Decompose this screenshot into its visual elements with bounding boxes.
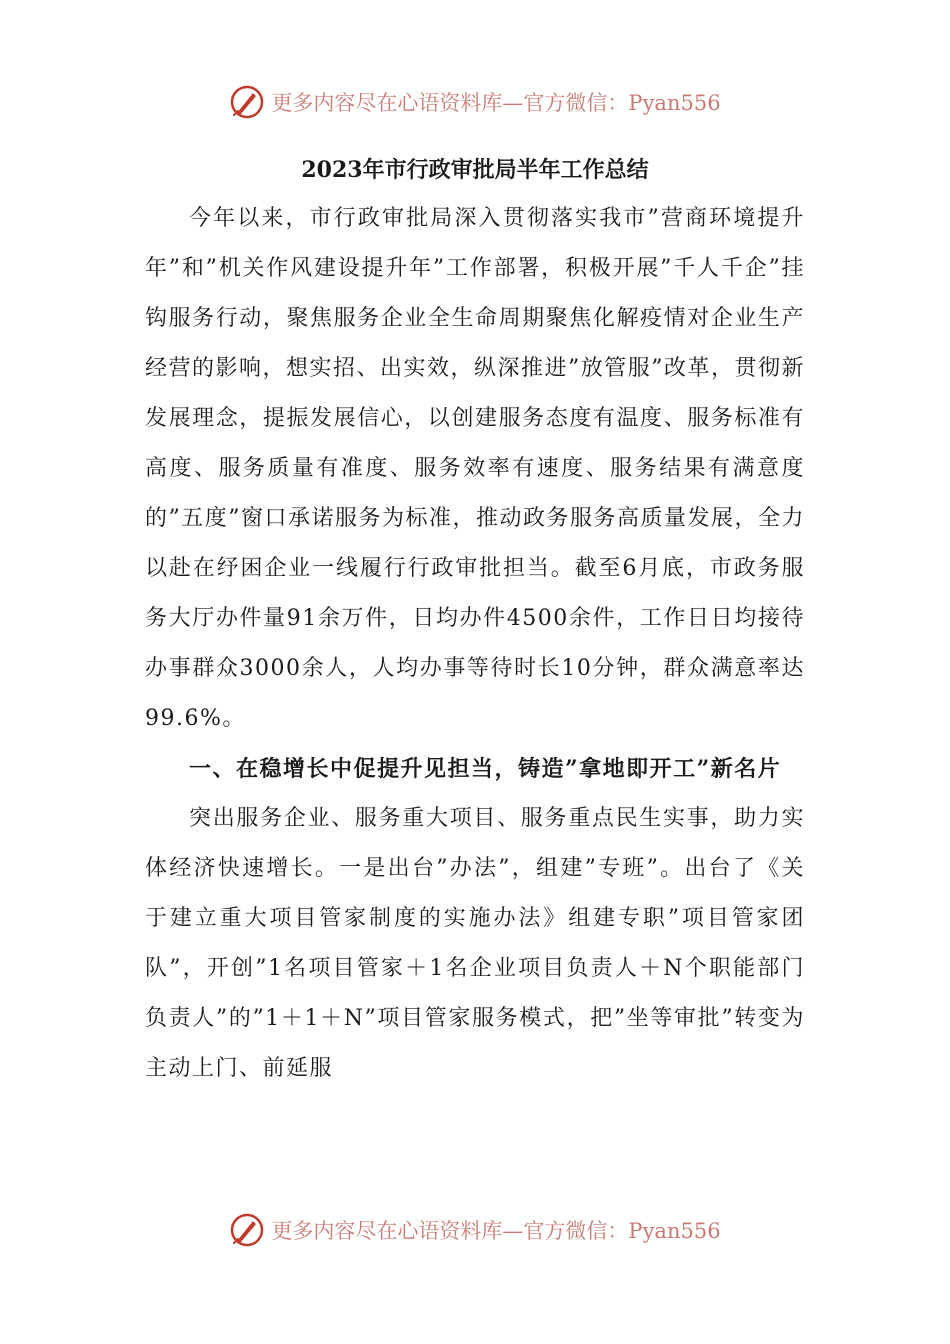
quill-pen-circle-icon [229, 84, 265, 120]
header-banner [0, 78, 950, 126]
footer-banner [0, 1206, 950, 1254]
section-heading: 一、在稳增长中促提升见担当，铸造”拿地即开工”新名片 [189, 756, 782, 782]
intro-paragraph: 今年以来，市行政审批局深入贯彻落实我市”营商环境提升年”和”机关作风建设提升年”工作部署，积极开展”千人千企”挂钩服务行动，聚焦服务企业全生命周期聚焦化解疫情对企业生产经营的影响，想实招、出实效，纵深推进”放管服”改革，贯彻新发展理念，提振发展信心，以创建服务态度有温度、服务标准有高度、服务质量有准度、服务效率有速度、服务结果有满意度的”五度”窗口承诺服务为标准，推动政务服务高质量发展，全力以赴在纾困企业一线履行行政审批担当。截至6月底，市政务服务大厅办件量91余万件，日均办件4500余件，工作日日均接待办事群众3000余人，人均办事等待时长10分钟，群众满意率达99.6%。 [145, 206, 805, 731]
banner-text: 更多内容尽在心语资料库—官方微信：Pyan556 [271, 91, 721, 115]
section-paragraph: 突出服务企业、服务重大项目、服务重点民生实事，助力实体经济快速增长。一是出台”办法”，组建”专班”。出台了《关于建立重大项目管家制度的实施办法》组建专职”项目管家团队”，开创”1名项目管家＋1名企业项目负责人＋N个职能部门负责人”的”1＋1＋N”项目管家服务模式，把”坐等审批”转变为主动上门、前延服 [145, 806, 805, 1081]
banner-text: 更多内容尽在心语资料库—官方微信：Pyan556 [271, 1219, 721, 1243]
document-body [145, 194, 805, 1094]
document-title: 2023年市行政审批局半年工作总结 [301, 157, 649, 183]
quill-pen-circle-icon [229, 1212, 265, 1248]
